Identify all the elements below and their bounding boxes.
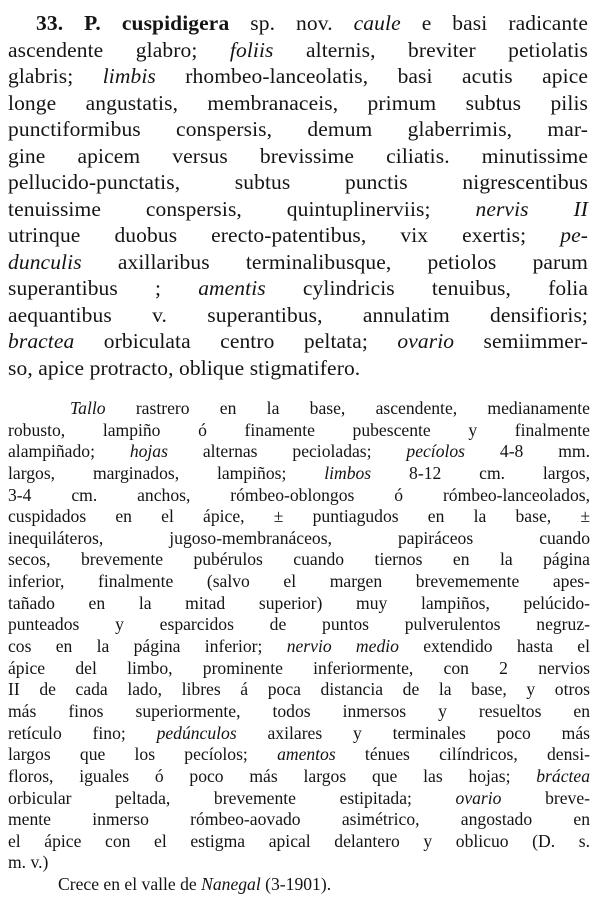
text-line [8,831,590,853]
italic-term: limbos [324,462,372,483]
text-segment: (3-1901). [260,874,332,895]
text-segment: extendido hasta el [398,636,591,657]
text-line [8,302,588,329]
text-line [8,549,590,571]
text-segment: tenuissime conspersis, quintuplinerviis; [8,196,476,221]
text-segment: secos, brevemente pubérulos cuando tiernos en la página [8,549,590,570]
text-segment: ténues cilíndricos, densi- [335,744,590,765]
text-line [8,809,590,831]
text-line [8,766,590,788]
text-line [8,355,588,382]
italic-term: pedúnculos [156,722,237,743]
text-line [8,506,590,528]
text-segment: alampiñado; [8,441,130,462]
text-segment: el ápice con el estigma apical delantero y oblicuo (D. s. [8,830,590,851]
text-line [8,420,590,442]
bold-heading: P. cuspidigera [84,11,230,35]
text-segment: largos que los pecíolos; [8,744,278,765]
text-segment: orbiculata centro peltata; [74,329,398,353]
text-segment: cos en la página inferior; [8,636,287,657]
text-line [8,116,588,143]
text-line [8,90,588,117]
text-segment: robusto, lampiño ó finamente pubescente y finalmente [8,419,590,440]
text-line [8,744,590,766]
text-line [8,636,590,658]
italic-term: caule [353,11,401,35]
text-segment: axillaribus terminalibusque, petiolos parum [81,249,588,274]
italic-term: Nanegal [201,874,261,895]
text-segment: cylindricis tenuibus, folia [265,276,589,300]
italic-term: nervio medio [286,636,399,657]
text-line [8,679,590,701]
text-segment: alternas pecioladas; [167,441,407,462]
text-segment: punteados y esparcidos de puntos pulverulentos negruz- [8,614,590,635]
text-segment: más finos superiormente, todos inmersos y resueltos en [8,700,590,721]
italic-term: pe- [560,223,588,247]
text-segment: orbicular peltada, brevemente estipitada; [8,787,456,808]
text-segment: rhombeo-lanceolatis, basi acutis apice [155,64,589,88]
text-line [8,222,588,249]
text-segment: longe angustatis, membranaceis, primum subtus pilis [8,90,588,115]
text-line [8,852,590,874]
italic-term: ovario [455,787,502,808]
italic-term: pecíolos [406,441,466,462]
text-segment: Crece en el valle de [58,874,202,895]
text-line [8,37,588,64]
text-segment: semiimmer- [454,329,588,353]
text-segment: punctiformibus conspersis, demum glaberrimis, mar- [8,117,588,141]
text-segment: ápice del limbo, prominente inferiormente, con 2 nervios [8,657,590,678]
italic-term: hojas [129,441,168,462]
text-line [8,614,590,636]
text-line [8,723,590,745]
italic-term: foliis [229,37,274,62]
text-segment: mente inmerso rómbeo-aovado asimétrico, angostado en [8,809,590,830]
latin-description-paragraph [8,10,588,381]
text-segment: breve- [501,787,590,808]
text-segment: utrinque duobus erecto-patentibus, vix exertis; [8,223,561,247]
text-line [8,143,588,170]
text-segment: so, apice protracto, oblique stigmatifero. [8,355,361,380]
text-line [8,169,588,196]
text-segment: II de cada lado, libres á poca distancia de la base, y otros [8,679,590,700]
italic-term: amentis [198,276,266,300]
text-segment: 8-12 cm. largos, [371,462,590,483]
text-segment: pellucido-punctatis, subtus punctis nigrescentibus [8,170,588,194]
text-segment: m. v.) [8,852,49,873]
text-segment: alternis, breviter petiolatis [273,37,589,62]
italic-term: amentos [277,744,336,765]
text-line [8,485,590,507]
text-segment: axilares y terminales poco más [236,722,590,743]
text-line [8,398,590,420]
italic-term: bractea [8,329,75,353]
text-line [8,593,590,615]
spanish-description-paragraph [8,398,590,896]
text-line [8,10,588,37]
text-line [8,463,590,485]
text-segment: e basi radicante [400,11,588,35]
text-segment: glabris; [8,64,103,88]
text-segment: 3-4 cm. anchos, rómbeo-oblongos ó rómbeo-lanceolados, [8,484,590,505]
text-segment: cuspidados en el ápice, ± puntiagudos en la base, ± [8,506,590,527]
text-segment: tañado en la mitad superior) muy lampiños, pelúcido- [8,592,590,613]
text-segment: ascendente glabro; [8,37,230,62]
text-line [8,63,588,90]
text-segment: superantibus ; [8,276,199,300]
text-segment [63,11,84,35]
text-line [8,249,588,276]
text-segment: retículo fino; [8,722,157,743]
text-line [8,571,590,593]
text-line [8,441,590,463]
bold-heading: 33. [36,11,64,35]
text-segment: sp. nov. [229,11,354,35]
text-segment: gine apicem versus brevissime ciliatis. minutissime [8,143,588,168]
italic-term: Tallo [70,398,106,418]
text-line [8,658,590,680]
text-line [8,275,588,302]
text-line [8,874,590,896]
italic-term: ovario [397,329,455,353]
italic-term: nervis II [475,196,589,221]
text-line [8,701,590,723]
text-segment: 4-8 mm. [465,441,590,462]
text-segment: aequantibus v. superantibus, annulatim densifioris; [8,302,588,327]
italic-term: dunculis [8,249,82,274]
text-segment: rastrero en la base, ascendente, medianamente [105,398,590,418]
text-line [8,196,588,223]
text-segment: floros, iguales ó poco más largos que las hojas; [8,765,537,786]
text-segment: largos, marginados, lampiños; [8,462,325,483]
text-line [8,328,588,355]
text-segment: inferior, finalmente (salvo el margen brevememente apes- [8,571,590,592]
italic-term: limbis [102,64,156,88]
text-segment: inequiláteros, jugoso-membranáceos, papiráceos cuando [8,527,590,548]
italic-term: bráctea [536,765,590,786]
text-line [8,528,590,550]
text-line [8,788,590,810]
